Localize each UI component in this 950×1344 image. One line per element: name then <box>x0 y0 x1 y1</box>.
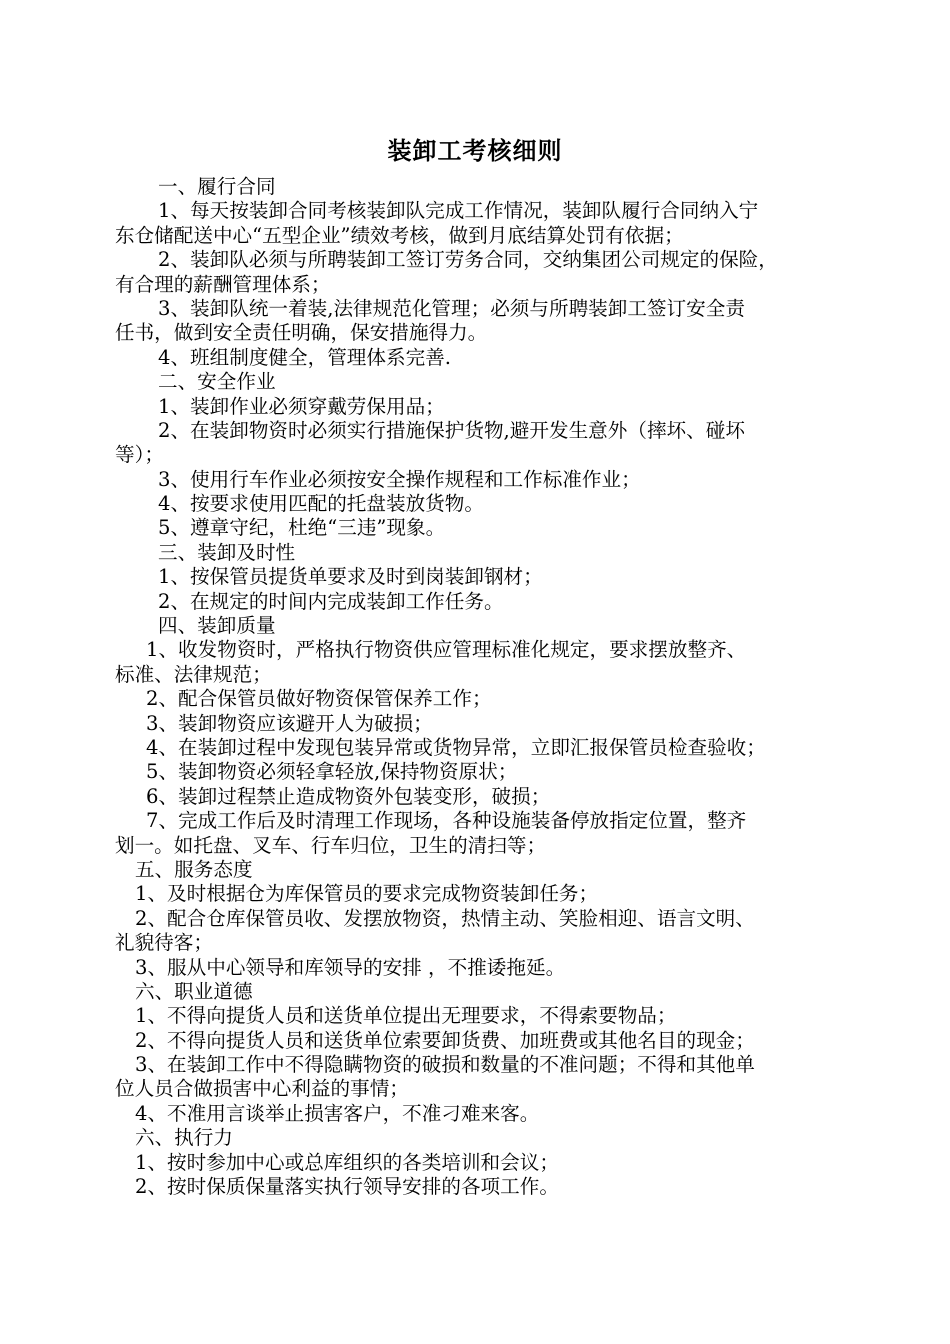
document-line: 5、遵章守纪，杜绝“三违”现象。 <box>158 516 446 540</box>
document-line: 等）； <box>115 443 164 467</box>
document-line: 划一。如托盘、叉车、行车归位，卫生的清扫等； <box>115 833 547 857</box>
document-line: 六、职业道德 <box>135 979 253 1003</box>
document-line: 1、不得向提货人员和送货单位提出无理要求，不得索要物品； <box>135 1004 677 1028</box>
document-line: 1、收发物资时，严格执行物资供应管理标准化规定，要求摆放整齐、 <box>146 638 747 662</box>
document-line: 2、装卸队必须与所聘装卸工签订劳务合同，交纳集团公司规定的保险， <box>158 248 778 272</box>
document-line: 3、在装卸工作中不得隐瞒物资的破损和数量的不准问题；不得和其他单 <box>135 1053 755 1077</box>
document-line: 4、在装卸过程中发现包装异常或货物异常，立即汇报保管员检查验收； <box>146 735 766 759</box>
document-line: 3、装卸队统一着装,法律规范化管理；必须与所聘装卸工签订安全责 <box>158 296 745 320</box>
document-line: 1、按保管员提货单要求及时到岗装卸钢材； <box>158 565 543 589</box>
document-line: 标准、法律规范； <box>115 662 272 686</box>
document-line: 1、按时参加中心或总库组织的各类培训和会议； <box>135 1150 559 1174</box>
document-title: 装卸工考核细则 <box>387 137 563 165</box>
document-line: 六、执行力 <box>135 1126 233 1150</box>
document-line: 2、在规定的时间内完成装卸工作任务。 <box>158 589 504 613</box>
document-body <box>115 175 855 1199</box>
document-line: 2、配合仓库保管员收、发摆放物资，热情主动、笑脸相迎、语言文明、 <box>135 906 755 930</box>
document-line: 三、装卸及时性 <box>158 540 296 564</box>
document-line: 1、装卸作业必须穿戴劳保用品； <box>158 394 445 418</box>
document-line: 东仓储配送中心“五型企业”绩效考核，做到月底结算处罚有依据； <box>115 223 684 247</box>
document-line: 二、安全作业 <box>158 370 276 394</box>
document-line: 4、班组制度健全，管理体系完善. <box>158 345 452 369</box>
document-line: 四、装卸质量 <box>158 614 276 638</box>
document-line: 位人员合做损害中心利益的事情； <box>115 1077 409 1101</box>
document-line: 2、配合保管员做好物资保管保养工作； <box>146 687 492 711</box>
document-line: 6、装卸过程禁止造成物资外包装变形，破损； <box>146 784 551 808</box>
document-line: 有合理的薪酬管理体系； <box>115 272 331 296</box>
document-line: 4、不准用言谈举止损害客户，不准刁难来客。 <box>135 1101 540 1125</box>
document-line: 5、装卸物资必须轻拿轻放,保持物资原状； <box>146 760 518 784</box>
document-line: 3、使用行车作业必须按安全操作规程和工作标准作业； <box>158 467 641 491</box>
document-line: 3、装卸物资应该避开人为破损； <box>146 711 433 735</box>
document-line: 2、按时保质保量落实执行领导安排的各项工作。 <box>135 1175 559 1199</box>
document-line: 五、服务态度 <box>135 857 253 881</box>
document-line: 任书，做到安全责任明确，保安措施得力。 <box>115 321 488 345</box>
document-line: 4、按要求使用匹配的托盘装放货物。 <box>158 492 484 516</box>
document-line: 7、完成工作后及时清理工作现场，各种设施装备停放指定位置，整齐 <box>146 809 747 833</box>
document-line: 礼貌待客； <box>115 931 213 955</box>
document-line: 2、在装卸物资时必须实行措施保护货物,避开发生意外（摔坏、碰坏 <box>158 418 745 442</box>
document-line: 一、履行合同 <box>158 175 276 198</box>
document-line: 1、每天按装卸合同考核装卸队完成工作情况，装卸队履行合同纳入宁 <box>158 199 759 223</box>
document-line: 3、服从中心领导和库领导的安排 ，不推诿拖延。 <box>135 955 566 979</box>
document-line: 1、及时根据仓为库保管员的要求完成物资装卸任务； <box>135 882 599 906</box>
document-line: 2、不得向提货人员和送货单位索要卸货费、加班费或其他名目的现金； <box>135 1028 755 1052</box>
